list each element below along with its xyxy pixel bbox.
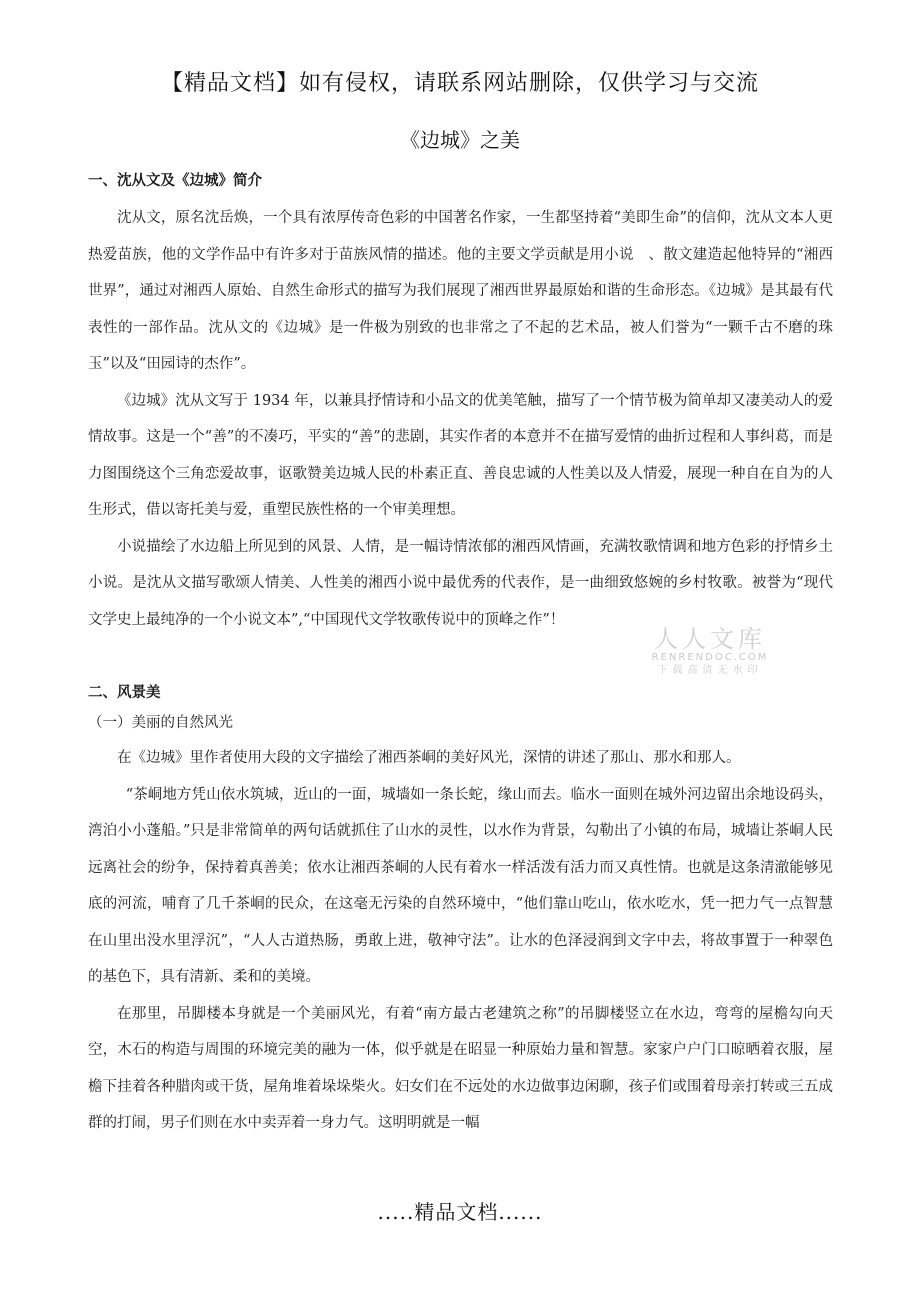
section-heading-intro: 一、沈从文及《边城》简介 xyxy=(88,173,262,189)
watermark-tagline: 下载高清无水印 xyxy=(657,665,763,676)
paragraph: 小说描绘了水边船上所见到的风景、人情，是一幅诗情浓郁的湘西风情画，充满牧歌情调和地方色彩的抒情乡土小说。是沈从文描写歌颂人情美、人性美的湘西小说中最优秀的代表作，是一曲细致悠婉的乡村牧歌。被誉为“现代文学史上最纯净的一个小说文本”,“中国现代文学牧歌传说中的顶峰之作”！ xyxy=(88,538,833,628)
subsection-heading: （一）美丽的自然风光 xyxy=(88,715,233,731)
paragraph: 沈从文，原名沈岳焕，一个具有浓厚传奇色彩的中国著名作家，一生都坚持着“美即生命”的信仰，沈从文本人更热爱苗族，他的文学作品中有许多对于苗族风情的描述。他的主要文学贡献是用小说 、散文建造起他特异的“湘西世界”，通过对湘西人原始、自然生命形式的描写为我们展现了湘西世界最原始和谐的生命形态。《边城》是其最有代表性的一部作品。沈从文的《边城》是一件极为别致的也非常之了不起的艺术品，被人们誉为“一颗千古不磨的珠玉”以及“田园诗的杰作”。 xyxy=(88,210,833,372)
watermark-domain: RENRENDOC.COM xyxy=(651,652,769,663)
paragraph: “茶峒地方凭山依水筑城，近山的一面，城墙如一条长蛇，缘山而去。临水一面则在城外河边留出余地设码头，湾泊小小蓬船。”只是非常简单的两句话就抓住了山水的灵性，以水作为背景，勾勒出了小镇的布局，城墙让茶峒人民远离社会的纷争，保持着真善美；依水让湘西茶峒的人民有着水一样活泼有活力而又真性情。也就是这条清澈能够见底的河流，哺育了几千茶峒的民众，在这毫无污染的自然环境中，“他们靠山吃山，依水吃水，凭一把力气一点智慧在山里出没水里浮沉”，“人人古道热肠，勇敢上进，敬神守法”。让水的色泽浸润到文字中去，将故事置于一种翠色的基色下，具有清新、柔和的美境。 xyxy=(88,786,833,985)
paragraph: 在《边城》里作者使用大段的文字描绘了湘西茶峒的美好风光，深情的讲述了那山、那水和那人。 xyxy=(117,750,741,766)
document-title: 《边城》之美 xyxy=(400,128,520,152)
section-heading-scenery: 二、风景美 xyxy=(88,685,161,701)
watermark-logo: 人人文库 xyxy=(654,625,766,653)
watermark xyxy=(640,626,780,678)
copyright-banner: 【精品文档】如有侵权，请联系网站删除，仅供学习与交流 xyxy=(160,71,759,96)
paragraph: 《边城》沈从文写于 1934 年，以兼具抒情诗和小品文的优美笔触，描写了一个情节极为简单却又凄美动人的爱情故事。这是一个“善”的不凑巧，平实的“善”的悲剧，其实作者的本意并不在描写爱情的曲折过程和人事纠葛，而是力图围绕这个三角恋爱故事，讴歌赞美边城人民的朴素正直、善良忠诚的人性美以及人情爱，展现一种自在自为的人生形式，借以寄托美与爱，重塑民族性格的一个审美理想。 xyxy=(88,392,833,518)
page-footer: .....精品文档...... xyxy=(377,1200,543,1224)
paragraph: 在那里，吊脚楼本身就是一个美丽风光，有着“南方最古老建筑之称”的吊脚楼竖立在水边，弯弯的屋檐勾向天空，木石的构造与周围的环境完美的融为一体，似乎就是在昭显一种原始力量和智慧。家家户户门口晾晒着衣服，屋檐下挂着各种腊肉或干货，屋角堆着垛垛柴火。妇女们在不远处的水边做事边闲聊，孩子们或围着母亲打转或三五成群的打闹，男子们则在水中卖弄着一身力气。这明明就是一幅 xyxy=(88,1005,833,1131)
